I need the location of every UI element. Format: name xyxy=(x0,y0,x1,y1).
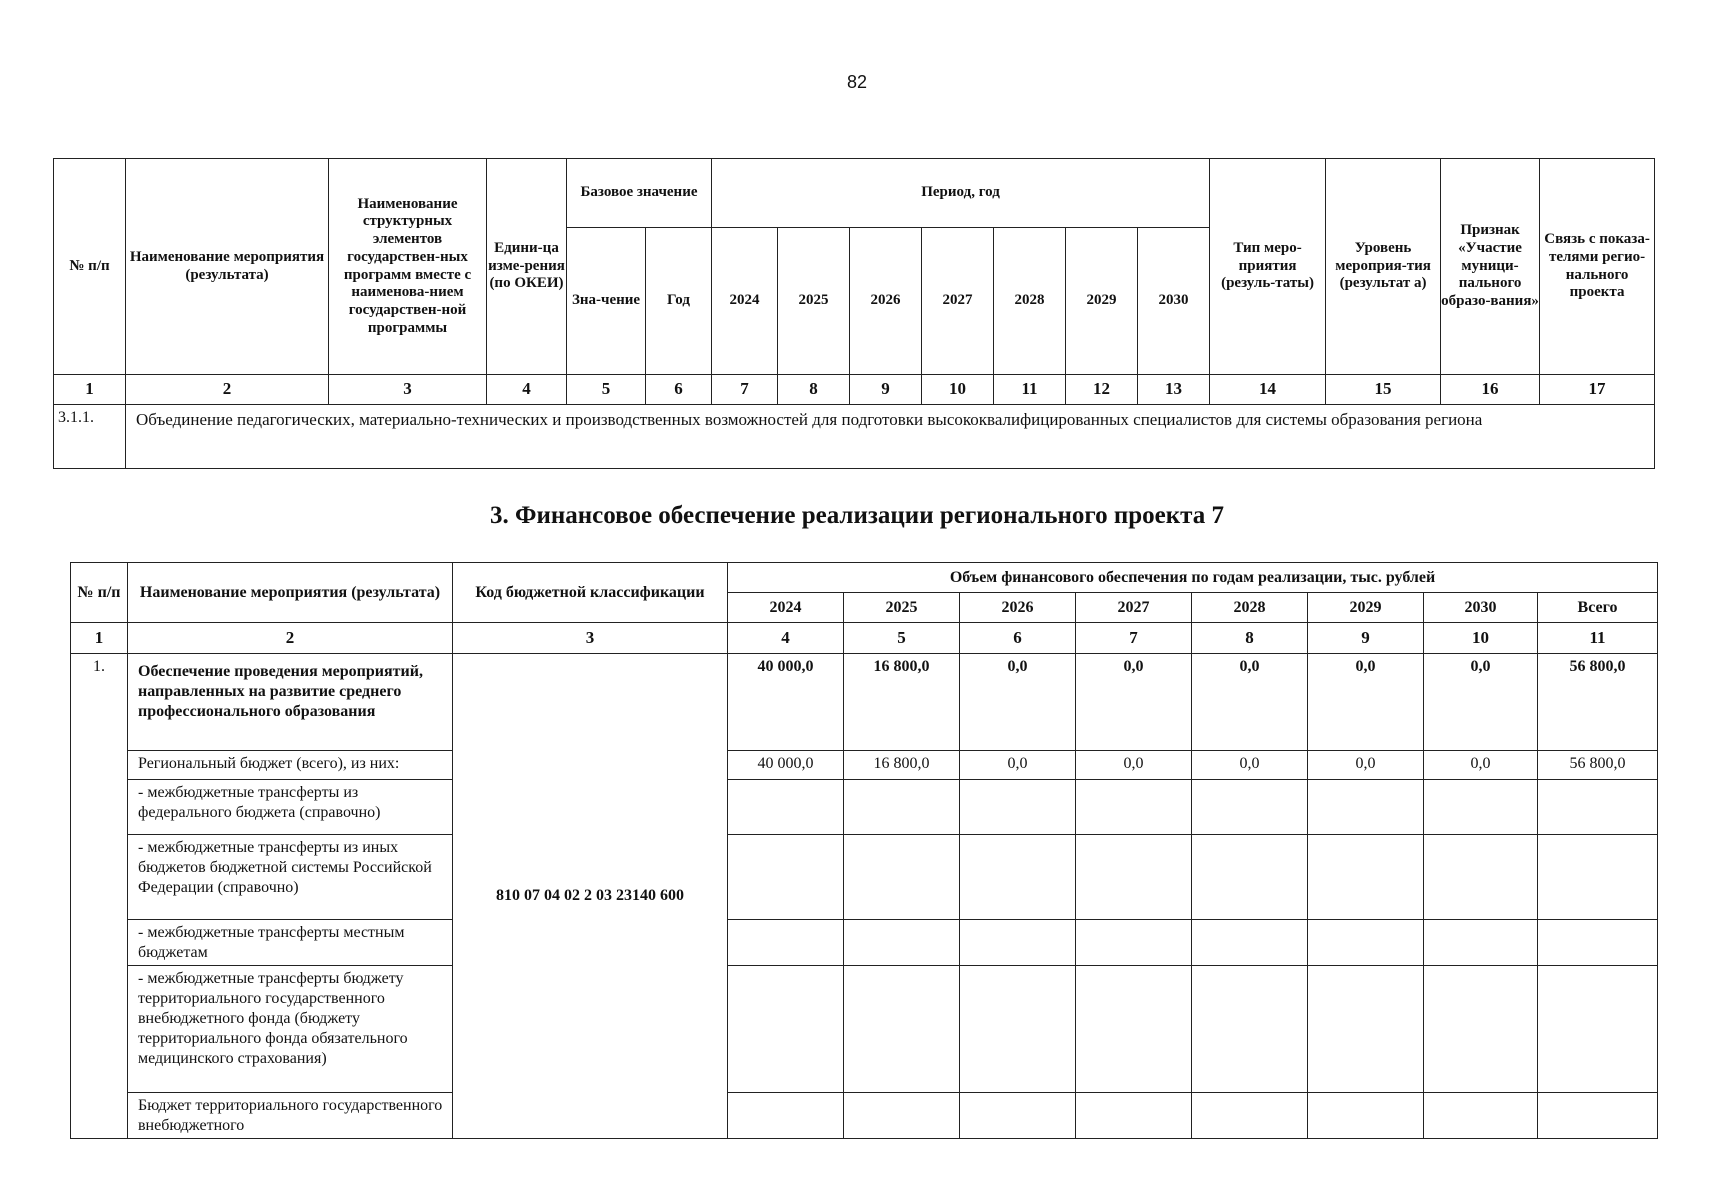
header-year: 2026 xyxy=(960,593,1076,623)
header-year: 2028 xyxy=(994,228,1066,375)
row-name: - межбюджетные трансферты местным бюджетам xyxy=(128,920,453,966)
header-year: 2030 xyxy=(1424,593,1538,623)
header-num: № п/п xyxy=(71,563,128,623)
column-number: 16 xyxy=(1441,375,1540,405)
value-cell: 56 800,0 xyxy=(1538,654,1658,751)
column-number: 6 xyxy=(960,623,1076,654)
header-link-indicators: Связь с показа-телями регио-нального проекта xyxy=(1540,159,1655,375)
header-base-value-value: Зна-чение xyxy=(567,228,646,375)
header-year: 2024 xyxy=(728,593,844,623)
header-year: 2028 xyxy=(1192,593,1308,623)
row-name: Бюджет территориального государственного внебюджетного xyxy=(128,1093,453,1139)
column-number: 13 xyxy=(1138,375,1210,405)
table-row xyxy=(71,751,1658,780)
row-name: Региональный бюджет (всего), из них: xyxy=(128,751,453,780)
column-number: 5 xyxy=(844,623,960,654)
header-year: 2027 xyxy=(922,228,994,375)
table-row xyxy=(71,654,1658,751)
value-cell: 0,0 xyxy=(960,751,1076,780)
column-number: 1 xyxy=(54,375,126,405)
column-number: 12 xyxy=(1066,375,1138,405)
indicators-table xyxy=(53,158,1655,469)
value-cell: 0,0 xyxy=(960,654,1076,751)
header-year: 2027 xyxy=(1076,593,1192,623)
column-number: 10 xyxy=(1424,623,1538,654)
column-number: 1 xyxy=(71,623,128,654)
column-number: 9 xyxy=(1308,623,1424,654)
row-name: - межбюджетные трансферты из иных бюджетов бюджетной системы Российской Федерации (справочно) xyxy=(128,835,453,920)
header-total: Всего xyxy=(1538,593,1658,623)
header-year: 2030 xyxy=(1138,228,1210,375)
header-level: Уровень мероприя-тия (результат а) xyxy=(1326,159,1441,375)
value-cell: 16 800,0 xyxy=(844,751,960,780)
header-year: 2024 xyxy=(712,228,778,375)
value-cell: 40 000,0 xyxy=(728,751,844,780)
header-year: 2025 xyxy=(778,228,850,375)
row-name: Обеспечение проведения мероприятий, направленных на развитие среднего профессионального образования xyxy=(128,654,453,751)
column-number: 4 xyxy=(487,375,567,405)
column-number: 5 xyxy=(567,375,646,405)
column-number: 2 xyxy=(128,623,453,654)
header-base-value-year: Год xyxy=(646,228,712,375)
table-row xyxy=(71,920,1658,966)
header-budget-code: Код бюджетной классификации xyxy=(453,563,728,623)
column-number: 8 xyxy=(1192,623,1308,654)
table-row xyxy=(71,966,1658,1093)
column-number: 11 xyxy=(994,375,1066,405)
value-cell: 56 800,0 xyxy=(1538,751,1658,780)
column-number: 7 xyxy=(1076,623,1192,654)
header-unit: Едини-ца изме-рения (по ОКЕИ) xyxy=(487,159,567,375)
row-code: 3.1.1. xyxy=(54,405,126,469)
budget-code: 810 07 04 02 2 03 23140 600 xyxy=(453,654,728,1139)
value-cell: 0,0 xyxy=(1192,654,1308,751)
column-number: 11 xyxy=(1538,623,1658,654)
header-period: Период, год xyxy=(712,159,1210,228)
value-cell: 0,0 xyxy=(1076,654,1192,751)
row-name: - межбюджетные трансферты из федерального бюджета (справочно) xyxy=(128,780,453,835)
header-municipal-sign: Признак «Участие муници-пального образо-вания» xyxy=(1441,159,1540,375)
value-cell: 40 000,0 xyxy=(728,654,844,751)
row-name: - межбюджетные трансферты бюджету территориального государственного внебюджетного фонда (бюджету территориального фонда обязательного медицинского страхования) xyxy=(128,966,453,1093)
column-number: 4 xyxy=(728,623,844,654)
section-title: 3. Финансовое обеспечение реализации регионального проекта 7 xyxy=(489,502,1225,529)
header-base-value: Базовое значение xyxy=(567,159,712,228)
table-row xyxy=(71,835,1658,920)
table-row xyxy=(71,780,1658,835)
header-name: Наименование мероприятия (результата) xyxy=(128,563,453,623)
header-year: 2026 xyxy=(850,228,922,375)
value-cell: 0,0 xyxy=(1308,654,1424,751)
header-structural-elements: Наименование структурных элементов государствен-ных программ вместе с наименова-нием государствен-ной программы xyxy=(329,159,487,375)
header-year: 2025 xyxy=(844,593,960,623)
header-financing-volume: Объем финансового обеспечения по годам реализации, тыс. рублей xyxy=(728,563,1658,593)
column-number: 10 xyxy=(922,375,994,405)
value-cell: 16 800,0 xyxy=(844,654,960,751)
table-row xyxy=(71,1093,1658,1139)
column-number: 14 xyxy=(1210,375,1326,405)
value-cell: 0,0 xyxy=(1424,654,1538,751)
header-year: 2029 xyxy=(1308,593,1424,623)
row-description: Объединение педагогических, материально-технических и производственных возможностей для подготовки высококвалифицированных специалистов для системы образования региона xyxy=(126,405,1655,469)
financing-table xyxy=(70,562,1658,1139)
header-num: № п/п xyxy=(54,159,126,375)
value-cell: 0,0 xyxy=(1424,751,1538,780)
column-number: 7 xyxy=(712,375,778,405)
value-cell: 0,0 xyxy=(1308,751,1424,780)
column-number: 6 xyxy=(646,375,712,405)
column-number: 3 xyxy=(453,623,728,654)
header-name: Наименование мероприятия (результата) xyxy=(126,159,329,375)
column-number: 3 xyxy=(329,375,487,405)
header-year: 2029 xyxy=(1066,228,1138,375)
column-number: 2 xyxy=(126,375,329,405)
value-cell: 0,0 xyxy=(1192,751,1308,780)
column-number: 8 xyxy=(778,375,850,405)
column-number: 17 xyxy=(1540,375,1655,405)
column-number: 9 xyxy=(850,375,922,405)
table-row xyxy=(54,405,1655,469)
page-number: 82 xyxy=(846,72,868,92)
value-cell: 0,0 xyxy=(1076,751,1192,780)
column-number: 15 xyxy=(1326,375,1441,405)
row-number: 1. xyxy=(71,654,128,1139)
header-type: Тип меро-приятия (резуль-таты) xyxy=(1210,159,1326,375)
